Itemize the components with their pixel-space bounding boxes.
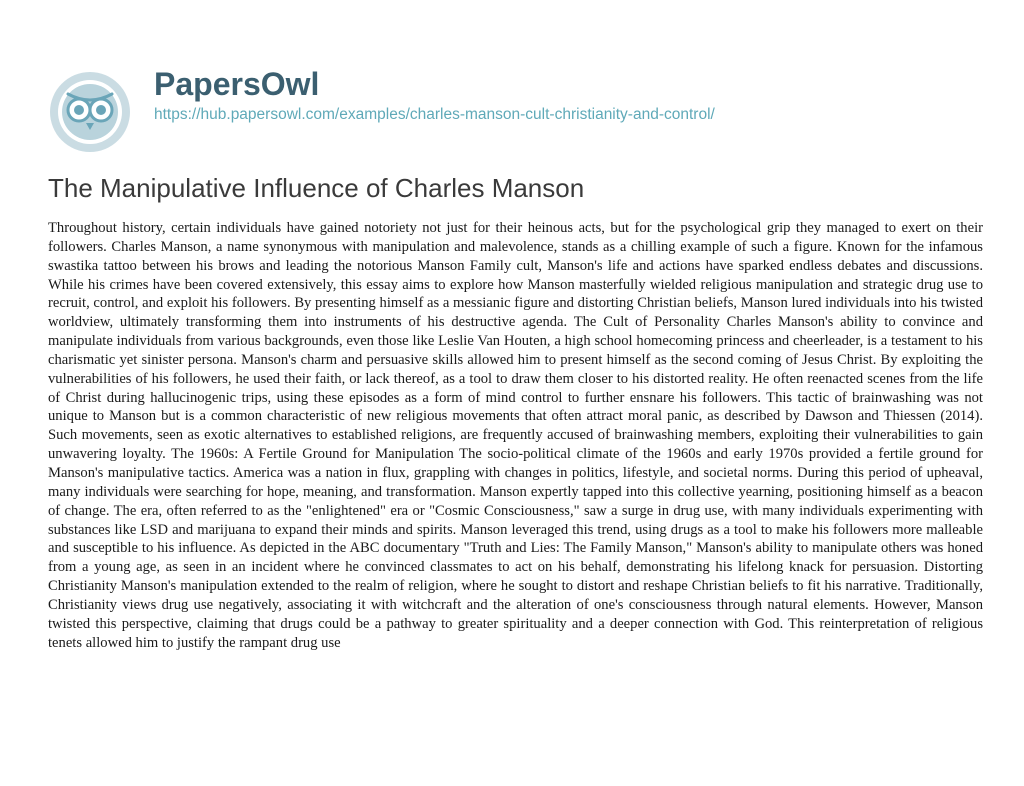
site-header: [48, 60, 988, 150]
owl-face-icon: [48, 70, 132, 154]
source-url-link[interactable]: https://hub.papersowl.com/examples/charles-manson-cult-christianity-and-control/: [154, 106, 715, 123]
document-title: The Manipulative Influence of Charles Manson: [48, 173, 585, 203]
brand-name: PapersOwl: [154, 66, 320, 102]
document-body: Throughout history, certain individuals have gained notoriety not just for their heinous acts, but for the psychological grip they managed to exert on their followers. Charles Manson, a name synonymous with manipulation and malevolence, stands as a chilling example of such a figure. Known for the infamous swastika tattoo between his brows and leading the notorious Manson Family cult, Manson's life and actions have sparked endless debates and discussions. While his crimes have been covered extensively, this essay aims to explore how Manson masterfully wielded religious manipulation and strategic drug use to recruit, control, and exploit his followers. By presenting himself as a messianic figure and distorting Christian beliefs, Manson lured individuals into his twisted worldview, ultimately transforming them into instruments of his destructive agenda. The Cult of Personality Charles Manson's ability to convince and manipulate individuals from various backgrounds, even those like Leslie Van Houten, a high school homecoming princess and cheerleader, is a testament to his charismatic yet sinister persona. Manson's charm and persuasive skills allowed him to present himself as the second coming of Jesus Christ. By exploiting the vulnerabilities of his followers, he used their faith, or lack thereof, as a tool to draw them closer to his distorted reality. He often reenacted scenes from the life of Christ during hallucinogenic trips, using these episodes as a form of mind control to further ensnare his followers. This tactic of brainwashing was not unique to Manson but is a common characteristic of new religious movements that often attract moral panic, as described by Dawson and Thiessen (2014). Such movements, seen as exotic alternatives to established religions, are frequently accused of brainwashing members, exploiting their vulnerabilities to gain unwavering loyalty. The 1960s: A Fertile Ground for Manipulation The socio-political climate of the 1960s and early 1970s provided a fertile ground for Manson's manipulative tactics. America was a nation in flux, grappling with changes in politics, lifestyle, and societal norms. During this period of upheaval, many individuals were searching for hope, meaning, and transformation. Manson expertly tapped into this collective yearning, positioning himself as a beacon of change. The era, often referred to as the "enlightened" era or "Cosmic Consciousness," saw a surge in drug use, with many individuals experimenting with substances like LSD and marijuana to expand their minds and spirits. Manson leveraged this trend, using drugs as a tool to make his followers more malleable and susceptible to his influence. As depicted in the ABC documentary "Truth and Lies: The Family Manson," Manson's ability to manipulate others was honed from a young age, as seen in an incident where he convinced classmates to act on his behalf, demonstrating his lifelong knack for persuasion. Distorting Christianity Manson's manipulation extended to the realm of religion, where he sought to distort and reshape Christian beliefs to fit his narrative. Traditionally, Christianity views drug use negatively, associating it with witchcraft and the alteration of one's consciousness through natural elements. However, Manson twisted this perspective, claiming that drugs could be a pathway to greater spirituality and a deeper connection with God. This reinterpretation of religious tenets allowed him to justify the rampant drug use: [48, 220, 983, 651]
